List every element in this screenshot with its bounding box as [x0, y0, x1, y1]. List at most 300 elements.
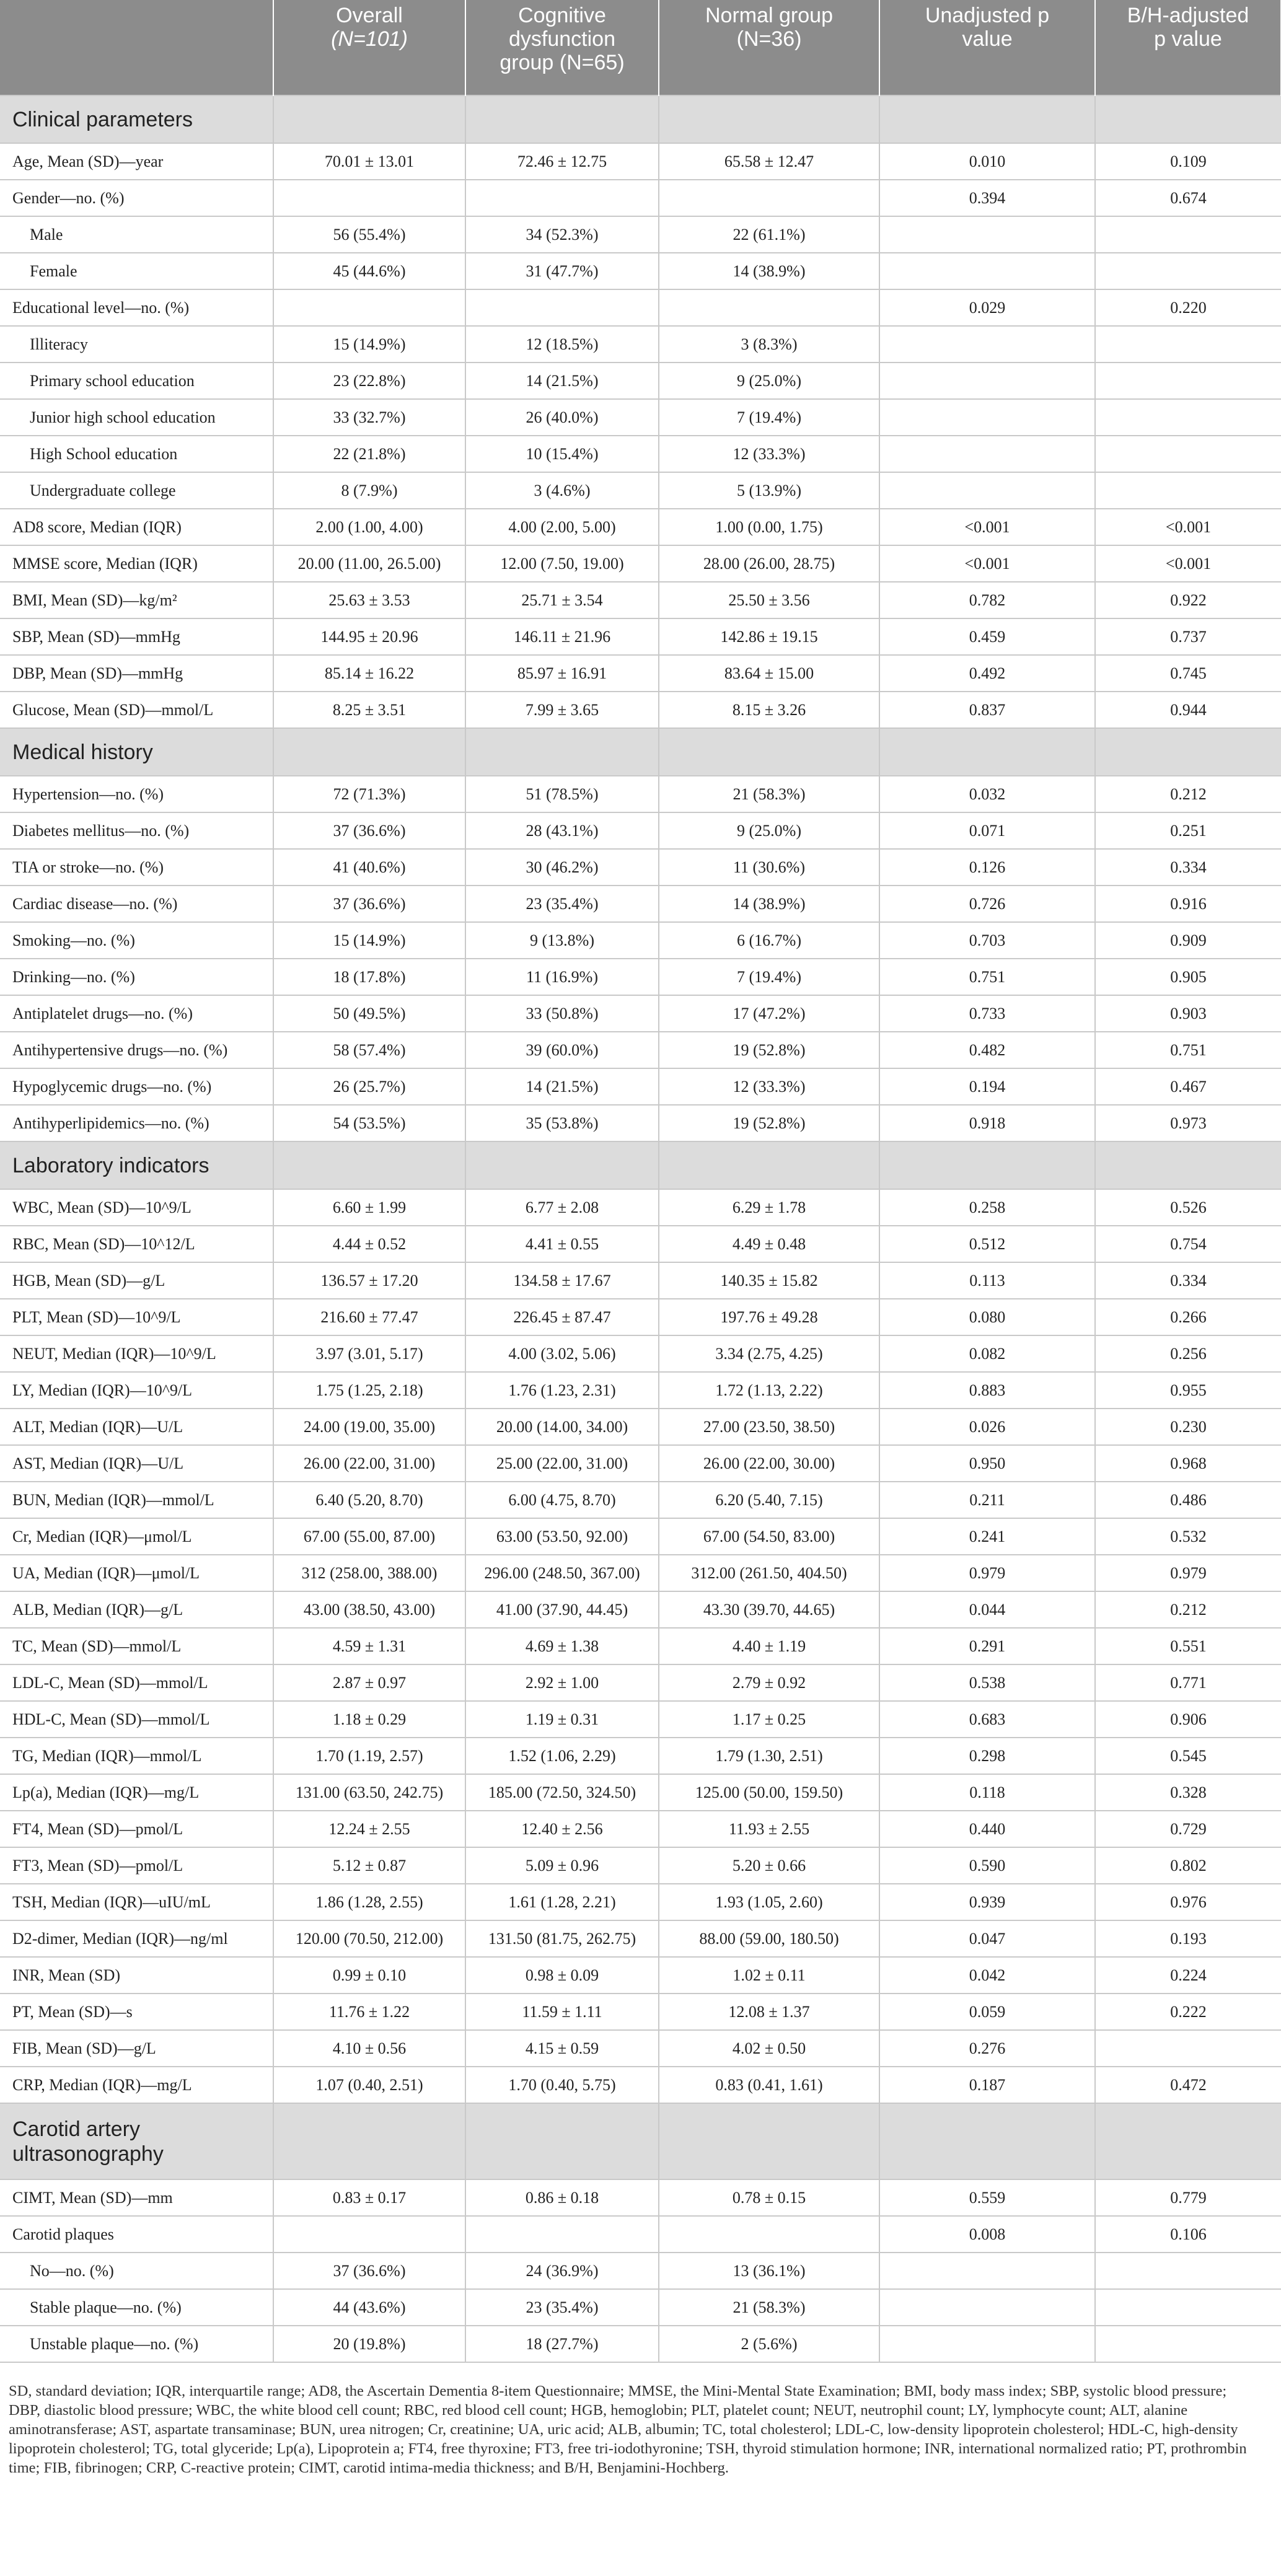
section-header-row — [0, 728, 1281, 776]
table-row — [0, 363, 1281, 399]
value-cell: 0.545 — [1095, 1738, 1281, 1774]
value-cell: 0.950 — [879, 1445, 1095, 1482]
value-cell: 6 (16.7%) — [659, 922, 879, 959]
value-cell: 24 (36.9%) — [465, 2253, 659, 2289]
value-cell: 9 (13.8%) — [465, 922, 659, 959]
value-cell: 0.080 — [879, 1299, 1095, 1335]
row-label: Gender—no. (%) — [0, 180, 273, 216]
table-body — [0, 95, 1281, 2362]
section-empty-cell — [1095, 2103, 1281, 2179]
value-cell: 63.00 (53.50, 92.00) — [465, 1518, 659, 1555]
row-label: Unstable plaque—no. (%) — [0, 2326, 273, 2362]
table-row — [0, 618, 1281, 655]
row-label: TSH, Median (IQR)—uIU/mL — [0, 1884, 273, 1920]
row-label: Female — [0, 253, 273, 289]
value-cell: 7 (19.4%) — [659, 959, 879, 995]
value-cell: 41.00 (37.90, 44.45) — [465, 1591, 659, 1628]
value-cell: 15 (14.9%) — [273, 922, 465, 959]
value-cell: 0.726 — [879, 886, 1095, 922]
row-label: RBC, Mean (SD)—10^12/L — [0, 1226, 273, 1262]
header-line: group (N=65) — [500, 51, 625, 74]
value-cell: 2.79 ± 0.92 — [659, 1664, 879, 1701]
value-cell: 0.241 — [879, 1518, 1095, 1555]
header-line: Cognitive dysfunction — [509, 4, 615, 51]
value-cell: 15 (14.9%) — [273, 326, 465, 363]
value-cell: 0.291 — [879, 1628, 1095, 1664]
table-row — [0, 1847, 1281, 1884]
value-cell: 0.526 — [1095, 1189, 1281, 1226]
value-cell: 4.49 ± 0.48 — [659, 1226, 879, 1262]
value-cell: 43.30 (39.70, 44.65) — [659, 1591, 879, 1628]
value-cell: 131.00 (63.50, 242.75) — [273, 1774, 465, 1811]
value-cell: 11.59 ± 1.11 — [465, 1994, 659, 2030]
table-row — [0, 180, 1281, 216]
header-cell-cognitive-dysfunction — [465, 0, 659, 95]
value-cell: 0.113 — [879, 1262, 1095, 1299]
table-row — [0, 959, 1281, 995]
table-row — [0, 1335, 1281, 1372]
value-cell: 4.44 ± 0.52 — [273, 1226, 465, 1262]
value-cell: 4.41 ± 0.55 — [465, 1226, 659, 1262]
value-cell: 0.044 — [879, 1591, 1095, 1628]
section-empty-cell — [273, 2103, 465, 2179]
value-cell: 0.559 — [879, 2179, 1095, 2216]
value-cell: 0.802 — [1095, 1847, 1281, 1884]
value-cell: 0.482 — [879, 1032, 1095, 1068]
value-cell: 44 (43.6%) — [273, 2289, 465, 2326]
value-cell: 0.220 — [1095, 289, 1281, 326]
value-cell — [1095, 2326, 1281, 2362]
row-label: BUN, Median (IQR)—mmol/L — [0, 1482, 273, 1518]
value-cell: 0.918 — [879, 1105, 1095, 1141]
row-label: Junior high school education — [0, 399, 273, 436]
value-cell: 0.78 ± 0.15 — [659, 2179, 879, 2216]
row-label: TIA or stroke—no. (%) — [0, 849, 273, 886]
value-cell: 125.00 (50.00, 159.50) — [659, 1774, 879, 1811]
row-label: ALB, Median (IQR)—g/L — [0, 1591, 273, 1628]
table-row — [0, 1774, 1281, 1811]
value-cell: 72 (71.3%) — [273, 776, 465, 812]
value-cell: 6.77 ± 2.08 — [465, 1189, 659, 1226]
value-cell: 0.394 — [879, 180, 1095, 216]
value-cell: 11.93 ± 2.55 — [659, 1811, 879, 1847]
value-cell — [1095, 253, 1281, 289]
row-label: Lp(a), Median (IQR)—mg/L — [0, 1774, 273, 1811]
value-cell: 312.00 (261.50, 404.50) — [659, 1555, 879, 1591]
value-cell: 10 (15.4%) — [465, 436, 659, 472]
value-cell: 1.61 (1.28, 2.21) — [465, 1884, 659, 1920]
value-cell: 1.17 ± 0.25 — [659, 1701, 879, 1738]
row-label: Drinking—no. (%) — [0, 959, 273, 995]
table-row — [0, 2253, 1281, 2289]
table-row — [0, 289, 1281, 326]
value-cell — [659, 180, 879, 216]
table-row — [0, 1628, 1281, 1664]
table-row — [0, 1518, 1281, 1555]
section-empty-cell — [465, 2103, 659, 2179]
row-label: Male — [0, 216, 273, 253]
value-cell: <0.001 — [1095, 509, 1281, 545]
section-empty-cell — [465, 728, 659, 776]
table-row — [0, 849, 1281, 886]
value-cell: 0.047 — [879, 1920, 1095, 1957]
table-row — [0, 2289, 1281, 2326]
value-cell: 18 (17.8%) — [273, 959, 465, 995]
value-cell: 4.00 (3.02, 5.06) — [465, 1335, 659, 1372]
value-cell: 0.532 — [1095, 1518, 1281, 1555]
row-label: FT4, Mean (SD)—pmol/L — [0, 1811, 273, 1847]
value-cell: 34 (52.3%) — [465, 216, 659, 253]
value-cell: 24.00 (19.00, 35.00) — [273, 1409, 465, 1445]
section-title: Laboratory indicators — [0, 1141, 273, 1189]
row-label: Age, Mean (SD)—year — [0, 143, 273, 180]
value-cell: 0.968 — [1095, 1445, 1281, 1482]
row-label: Stable plaque—no. (%) — [0, 2289, 273, 2326]
value-cell: 0.551 — [1095, 1628, 1281, 1664]
value-cell: 33 (32.7%) — [273, 399, 465, 436]
section-empty-cell — [879, 95, 1095, 143]
value-cell: 0.99 ± 0.10 — [273, 1957, 465, 1994]
value-cell: 12 (33.3%) — [659, 1068, 879, 1105]
value-cell: 23 (35.4%) — [465, 886, 659, 922]
value-cell: 0.082 — [879, 1335, 1095, 1372]
value-cell: 22 (61.1%) — [659, 216, 879, 253]
value-cell: 0.298 — [879, 1738, 1095, 1774]
table-row — [0, 1664, 1281, 1701]
value-cell: 4.69 ± 1.38 — [465, 1628, 659, 1664]
value-cell: 7 (19.4%) — [659, 399, 879, 436]
table-row — [0, 1701, 1281, 1738]
row-label: High School education — [0, 436, 273, 472]
value-cell: 28 (43.1%) — [465, 812, 659, 849]
value-cell: 0.211 — [879, 1482, 1095, 1518]
value-cell: 1.18 ± 0.29 — [273, 1701, 465, 1738]
value-cell: 0.042 — [879, 1957, 1095, 1994]
table-row — [0, 1226, 1281, 1262]
value-cell: 1.00 (0.00, 1.75) — [659, 509, 879, 545]
header-line: Normal group — [705, 4, 833, 27]
value-cell: 0.256 — [1095, 1335, 1281, 1372]
value-cell: 1.86 (1.28, 2.55) — [273, 1884, 465, 1920]
row-label: PT, Mean (SD)—s — [0, 1994, 273, 2030]
value-cell: 0.109 — [1095, 143, 1281, 180]
value-cell: 85.14 ± 16.22 — [273, 655, 465, 692]
row-label: NEUT, Median (IQR)—10^9/L — [0, 1335, 273, 1372]
value-cell: <0.001 — [879, 509, 1095, 545]
section-empty-cell — [273, 1141, 465, 1189]
value-cell: 25.71 ± 3.54 — [465, 582, 659, 618]
value-cell — [659, 289, 879, 326]
value-cell: 0.729 — [1095, 1811, 1281, 1847]
value-cell: 2.87 ± 0.97 — [273, 1664, 465, 1701]
value-cell: 0.939 — [879, 1884, 1095, 1920]
value-cell: 0.334 — [1095, 849, 1281, 886]
value-cell: 0.683 — [879, 1701, 1095, 1738]
value-cell: 12.08 ± 1.37 — [659, 1994, 879, 2030]
value-cell: 144.95 ± 20.96 — [273, 618, 465, 655]
value-cell — [273, 289, 465, 326]
value-cell: 0.486 — [1095, 1482, 1281, 1518]
table-row — [0, 472, 1281, 509]
value-cell: 2 (5.6%) — [659, 2326, 879, 2362]
value-cell: 146.11 ± 21.96 — [465, 618, 659, 655]
value-cell: 17 (47.2%) — [659, 995, 879, 1032]
row-label: INR, Mean (SD) — [0, 1957, 273, 1994]
row-label: MMSE score, Median (IQR) — [0, 545, 273, 582]
value-cell: 45 (44.6%) — [273, 253, 465, 289]
table-row — [0, 582, 1281, 618]
value-cell: 85.97 ± 16.91 — [465, 655, 659, 692]
table-row — [0, 509, 1281, 545]
value-cell: 83.64 ± 15.00 — [659, 655, 879, 692]
value-cell — [465, 2216, 659, 2253]
value-cell — [465, 289, 659, 326]
row-label: FT3, Mean (SD)—pmol/L — [0, 1847, 273, 1884]
table-row — [0, 655, 1281, 692]
table-row — [0, 776, 1281, 812]
value-cell — [879, 253, 1095, 289]
value-cell: 0.83 ± 0.17 — [273, 2179, 465, 2216]
value-cell: 0.010 — [879, 143, 1095, 180]
row-label: WBC, Mean (SD)—10^9/L — [0, 1189, 273, 1226]
value-cell: 9 (25.0%) — [659, 363, 879, 399]
value-cell: <0.001 — [879, 545, 1095, 582]
table-row — [0, 1299, 1281, 1335]
value-cell: 0.955 — [1095, 1372, 1281, 1409]
value-cell: 20.00 (14.00, 34.00) — [465, 1409, 659, 1445]
table-row — [0, 922, 1281, 959]
header-line: (N=101) — [331, 27, 408, 51]
table-row — [0, 1884, 1281, 1920]
value-cell: 0.674 — [1095, 180, 1281, 216]
value-cell: 67.00 (54.50, 83.00) — [659, 1518, 879, 1555]
value-cell — [879, 436, 1095, 472]
value-cell: 12 (18.5%) — [465, 326, 659, 363]
value-cell: 0.903 — [1095, 995, 1281, 1032]
header-line: B/H-adjusted — [1127, 4, 1249, 27]
table-row — [0, 692, 1281, 728]
header-row — [0, 0, 1281, 95]
row-label: ALT, Median (IQR)—U/L — [0, 1409, 273, 1445]
value-cell: 0.782 — [879, 582, 1095, 618]
row-label: FIB, Mean (SD)—g/L — [0, 2030, 273, 2067]
value-cell: 0.733 — [879, 995, 1095, 1032]
header-cell-label — [0, 0, 273, 95]
value-cell — [879, 2289, 1095, 2326]
row-label: LY, Median (IQR)—10^9/L — [0, 1372, 273, 1409]
value-cell — [879, 216, 1095, 253]
value-cell: 35 (53.8%) — [465, 1105, 659, 1141]
value-cell: 3.34 (2.75, 4.25) — [659, 1335, 879, 1372]
value-cell: 51 (78.5%) — [465, 776, 659, 812]
value-cell: 0.779 — [1095, 2179, 1281, 2216]
value-cell: 120.00 (70.50, 212.00) — [273, 1920, 465, 1957]
table-row — [0, 1920, 1281, 1957]
value-cell: 56 (55.4%) — [273, 216, 465, 253]
value-cell: 88.00 (59.00, 180.50) — [659, 1920, 879, 1957]
section-empty-cell — [1095, 728, 1281, 776]
value-cell: 0.266 — [1095, 1299, 1281, 1335]
row-label: No—no. (%) — [0, 2253, 273, 2289]
row-label: Antihypertensive drugs—no. (%) — [0, 1032, 273, 1068]
header-line: value — [962, 27, 1013, 51]
value-cell: 4.00 (2.00, 5.00) — [465, 509, 659, 545]
value-cell: 0.979 — [1095, 1555, 1281, 1591]
value-cell: 0.751 — [1095, 1032, 1281, 1068]
row-label: Antihyperlipidemics—no. (%) — [0, 1105, 273, 1141]
value-cell — [1095, 363, 1281, 399]
row-label: UA, Median (IQR)—μmol/L — [0, 1555, 273, 1591]
value-cell: 14 (21.5%) — [465, 1068, 659, 1105]
value-cell: 21 (58.3%) — [659, 776, 879, 812]
value-cell: 6.40 (5.20, 8.70) — [273, 1482, 465, 1518]
value-cell: 226.45 ± 87.47 — [465, 1299, 659, 1335]
value-cell: 3 (8.3%) — [659, 326, 879, 363]
value-cell: 0.334 — [1095, 1262, 1281, 1299]
row-label: AST, Median (IQR)—U/L — [0, 1445, 273, 1482]
value-cell: 6.60 ± 1.99 — [273, 1189, 465, 1226]
value-cell: 12 (33.3%) — [659, 436, 879, 472]
value-cell — [273, 2216, 465, 2253]
value-cell: 312 (258.00, 388.00) — [273, 1555, 465, 1591]
value-cell: 296.00 (248.50, 367.00) — [465, 1555, 659, 1591]
table-row — [0, 812, 1281, 849]
table-row — [0, 399, 1281, 436]
table-row — [0, 1957, 1281, 1994]
header-line: (N=36) — [736, 27, 802, 51]
value-cell: 1.52 (1.06, 2.29) — [465, 1738, 659, 1774]
value-cell: 1.02 ± 0.11 — [659, 1957, 879, 1994]
value-cell: 0.194 — [879, 1068, 1095, 1105]
value-cell: 41 (40.6%) — [273, 849, 465, 886]
row-label: Carotid plaques — [0, 2216, 273, 2253]
value-cell: 0.754 — [1095, 1226, 1281, 1262]
value-cell: 0.230 — [1095, 1409, 1281, 1445]
value-cell: 0.440 — [879, 1811, 1095, 1847]
value-cell: 11 (16.9%) — [465, 959, 659, 995]
table-row — [0, 2179, 1281, 2216]
value-cell: 0.979 — [879, 1555, 1095, 1591]
value-cell: 0.745 — [1095, 655, 1281, 692]
value-cell: 11.76 ± 1.22 — [273, 1994, 465, 2030]
value-cell: 0.883 — [879, 1372, 1095, 1409]
value-cell: 26.00 (22.00, 30.00) — [659, 1445, 879, 1482]
value-cell: 23 (35.4%) — [465, 2289, 659, 2326]
value-cell: 12.00 (7.50, 19.00) — [465, 545, 659, 582]
value-cell: 0.071 — [879, 812, 1095, 849]
table-row — [0, 995, 1281, 1032]
value-cell: 25.00 (22.00, 31.00) — [465, 1445, 659, 1482]
row-label: Undergraduate college — [0, 472, 273, 509]
value-cell: 0.106 — [1095, 2216, 1281, 2253]
value-cell: <0.001 — [1095, 545, 1281, 582]
value-cell: 1.75 (1.25, 2.18) — [273, 1372, 465, 1409]
value-cell: 3 (4.6%) — [465, 472, 659, 509]
row-label: Illiteracy — [0, 326, 273, 363]
table-row — [0, 2216, 1281, 2253]
value-cell: 4.10 ± 0.56 — [273, 2030, 465, 2067]
value-cell: 13 (36.1%) — [659, 2253, 879, 2289]
value-cell: 19 (52.8%) — [659, 1105, 879, 1141]
section-empty-cell — [659, 2103, 879, 2179]
value-cell — [1095, 472, 1281, 509]
table-row — [0, 143, 1281, 180]
table-row — [0, 2067, 1281, 2103]
value-cell: 0.944 — [1095, 692, 1281, 728]
header-cell-normal-group — [659, 0, 879, 95]
row-label: TC, Mean (SD)—mmol/L — [0, 1628, 273, 1664]
value-cell: 4.02 ± 0.50 — [659, 2030, 879, 2067]
value-cell: 6.29 ± 1.78 — [659, 1189, 879, 1226]
table-row — [0, 1445, 1281, 1482]
header-cell-bh-adjusted-p — [1095, 0, 1281, 95]
value-cell: 0.771 — [1095, 1664, 1281, 1701]
value-cell: 9 (25.0%) — [659, 812, 879, 849]
value-cell: 0.83 (0.41, 1.61) — [659, 2067, 879, 2103]
value-cell: 54 (53.5%) — [273, 1105, 465, 1141]
value-cell: 131.50 (81.75, 262.75) — [465, 1920, 659, 1957]
value-cell: 142.86 ± 19.15 — [659, 618, 879, 655]
value-cell: 8.15 ± 3.26 — [659, 692, 879, 728]
table-row — [0, 1105, 1281, 1141]
value-cell: 0.590 — [879, 1847, 1095, 1884]
table-row — [0, 1372, 1281, 1409]
section-empty-cell — [273, 728, 465, 776]
section-empty-cell — [465, 95, 659, 143]
value-cell: 2.00 (1.00, 4.00) — [273, 509, 465, 545]
table-row — [0, 886, 1281, 922]
value-cell: 1.70 (1.19, 2.57) — [273, 1738, 465, 1774]
value-cell: 0.703 — [879, 922, 1095, 959]
row-label: D2-dimer, Median (IQR)—ng/ml — [0, 1920, 273, 1957]
row-label: Glucose, Mean (SD)—mmol/L — [0, 692, 273, 728]
value-cell: 0.98 ± 0.09 — [465, 1957, 659, 1994]
value-cell: 0.222 — [1095, 1994, 1281, 2030]
row-label: Antiplatelet drugs—no. (%) — [0, 995, 273, 1032]
row-label: BMI, Mean (SD)—kg/m² — [0, 582, 273, 618]
value-cell — [1095, 436, 1281, 472]
value-cell: 0.737 — [1095, 618, 1281, 655]
value-cell: 0.059 — [879, 1994, 1095, 2030]
value-cell — [879, 363, 1095, 399]
value-cell — [1095, 216, 1281, 253]
value-cell: 4.59 ± 1.31 — [273, 1628, 465, 1664]
section-empty-cell — [879, 1141, 1095, 1189]
table-row — [0, 436, 1281, 472]
table-row — [0, 1189, 1281, 1226]
value-cell: 0.467 — [1095, 1068, 1281, 1105]
value-cell: 0.193 — [1095, 1920, 1281, 1957]
table-row — [0, 1994, 1281, 2030]
value-cell — [879, 2253, 1095, 2289]
header-cell-unadjusted-p — [879, 0, 1095, 95]
value-cell: 5 (13.9%) — [659, 472, 879, 509]
value-cell: 20.00 (11.00, 26.5.00) — [273, 545, 465, 582]
section-empty-cell — [1095, 1141, 1281, 1189]
value-cell: 26 (25.7%) — [273, 1068, 465, 1105]
value-cell: 136.57 ± 17.20 — [273, 1262, 465, 1299]
value-cell — [1095, 2030, 1281, 2067]
value-cell: 0.008 — [879, 2216, 1095, 2253]
value-cell: 0.922 — [1095, 582, 1281, 618]
row-label: Hypertension—no. (%) — [0, 776, 273, 812]
table-row — [0, 2326, 1281, 2362]
section-empty-cell — [273, 95, 465, 143]
value-cell: 0.212 — [1095, 776, 1281, 812]
value-cell — [879, 399, 1095, 436]
section-title: Clinical parameters — [0, 95, 273, 143]
row-label: Cr, Median (IQR)—μmol/L — [0, 1518, 273, 1555]
